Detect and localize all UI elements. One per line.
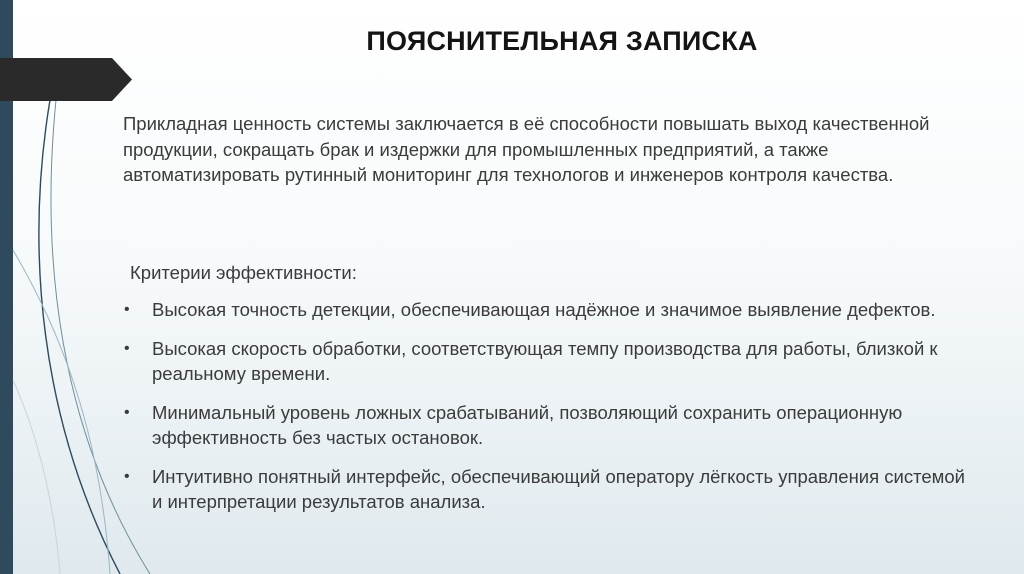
list-item-text: Минимальный уровень ложных срабатываний, позволяющий сохранить операционную эффективность без частых остановок.	[152, 401, 903, 448]
bullet-icon: •	[124, 339, 130, 357]
slide-title: ПОЯСНИТЕЛЬНАЯ ЗАПИСКА	[366, 26, 758, 56]
title-tab-shape	[0, 58, 132, 101]
list-item	[122, 336, 972, 387]
criteria-label: Критерии эффективности:	[130, 262, 357, 283]
bullet-icon: •	[124, 301, 130, 318]
criteria-list	[122, 297, 972, 528]
list-item	[122, 464, 972, 515]
bullet-icon: •	[124, 467, 130, 485]
intro-paragraph: Прикладная ценность системы заключается в её способности повышать выход качественной продукции, сокращать брак и издержки для промышленных предприятий, а также автоматизировать рутинный мониторинг для технологов и инженеров контроля качества.	[123, 113, 930, 185]
list-item	[122, 297, 972, 323]
bullet-icon: •	[124, 403, 130, 421]
list-item-text: Высокая точность детекции, обеспечивающая надёжное и значимое выявление дефектов.	[152, 299, 936, 320]
list-item-text: Интуитивно понятный интерфейс, обеспечивающий оператору лёгкость управления системой и интерпретации результатов анализа.	[152, 465, 966, 512]
list-item	[122, 400, 972, 451]
list-item-text: Высокая скорость обработки, соответствующая темпу производства для работы, близкой к реальному времени.	[152, 337, 938, 384]
